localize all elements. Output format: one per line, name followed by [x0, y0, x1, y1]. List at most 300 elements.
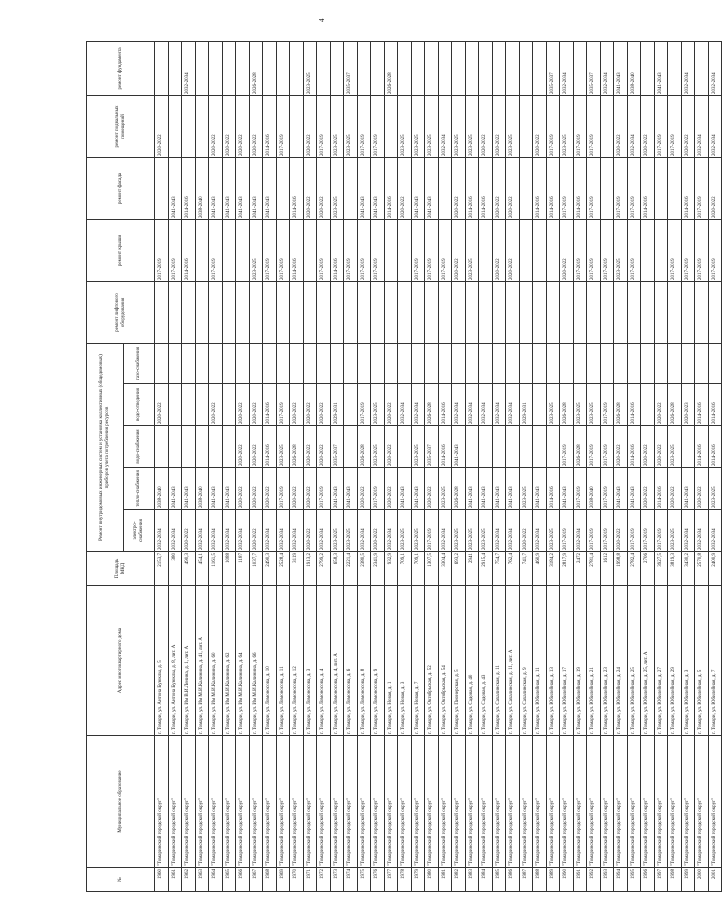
- table-cell: [533, 426, 547, 468]
- table-cell: 2032-2034: [452, 384, 466, 426]
- table-cell: 2020-2022: [249, 95, 263, 157]
- table-cell: [195, 219, 209, 281]
- table-cell: 2017-2019: [209, 219, 223, 281]
- table-cell: 2032-2034: [411, 384, 425, 426]
- header-heat: тепло-снабжения: [124, 468, 155, 510]
- table-cell: [533, 219, 547, 281]
- table-cell: [398, 343, 412, 383]
- table-cell: 2014-2016: [330, 219, 344, 281]
- table-cell: г. Томари, ул. Новая, д. 7: [411, 586, 425, 736]
- header-engineering-systems: Ремонт внутридомовых инженерных систем и установка коллективных (общедомовых) приборов учета потребления ресурсов: [87, 343, 124, 551]
- table-cell: [263, 41, 277, 95]
- table-cell: [330, 41, 344, 95]
- table-cell: [155, 426, 169, 468]
- table-cell: [600, 343, 614, 383]
- table-cell: 2023-2025: [546, 510, 560, 552]
- table-cell: [533, 281, 547, 343]
- table-row: [357, 41, 371, 891]
- table-cell: 2020-2022: [641, 426, 655, 468]
- table-cell: [506, 343, 520, 383]
- table-row: [587, 41, 601, 891]
- table-cell: [668, 157, 682, 219]
- table-cell: 2017-2019: [317, 95, 331, 157]
- table-cell: 2017-2019: [587, 219, 601, 281]
- table-cell: 1980: [425, 868, 439, 892]
- table-cell: 2041-2043: [681, 468, 695, 510]
- table-cell: г. Томари, ул. Юбилейная, д. 3: [681, 586, 695, 736]
- table-cell: 1037,7: [249, 552, 263, 586]
- table-cell: [573, 281, 587, 343]
- table-cell: 2023-2025: [330, 157, 344, 219]
- table-cell: 3819,3: [668, 552, 682, 586]
- table-cell: 2014-2016: [654, 468, 668, 510]
- table-cell: 2041-2043: [533, 468, 547, 510]
- table-cell: 2017-2019: [168, 219, 182, 281]
- table-cell: 2020-2022: [263, 468, 277, 510]
- table-cell: 2041-2043: [236, 157, 250, 219]
- table-cell: 2017-2019: [600, 426, 614, 468]
- table-cell: 2020-2022: [317, 426, 331, 468]
- table-cell: [276, 281, 290, 343]
- table-cell: 2020-2022: [303, 95, 317, 157]
- table-cell: [641, 41, 655, 95]
- table-cell: 2014-2016: [641, 157, 655, 219]
- table-cell: [479, 41, 493, 95]
- table-row: [573, 41, 587, 891]
- table-cell: 2528,4: [276, 552, 290, 586]
- table-cell: 2014-2016: [573, 157, 587, 219]
- table-cell: [492, 426, 506, 468]
- table-cell: 658,3: [330, 552, 344, 586]
- table-cell: г. Томари, ул. Юбилейная, д. 5: [695, 586, 709, 736]
- table-cell: 2020-2022: [452, 157, 466, 219]
- header-address: Адрес многоквартирного дома: [87, 586, 155, 736]
- table-cell: [398, 219, 412, 281]
- table-cell: 2023-2025: [249, 219, 263, 281]
- table-cell: 2032-2034: [290, 510, 304, 552]
- table-cell: г. Томари, ул. Сахалинская, д. 9: [519, 586, 533, 736]
- table-cell: 2014-2016: [290, 157, 304, 219]
- table-cell: 2023-2025: [708, 468, 722, 510]
- table-cell: [195, 41, 209, 95]
- table-row: [708, 41, 722, 891]
- table-cell: 2017-2019: [573, 219, 587, 281]
- table-cell: [546, 426, 560, 468]
- table-cell: [182, 281, 196, 343]
- header-water-supply: водо-снабжения: [124, 426, 155, 468]
- table-cell: [168, 95, 182, 157]
- table-cell: 2020-2022: [236, 468, 250, 510]
- table-cell: 2041-2043: [371, 157, 385, 219]
- table-cell: 2023-2025: [668, 510, 682, 552]
- table-cell: 2032-2034: [560, 41, 574, 95]
- table-cell: [641, 281, 655, 343]
- table-cell: [519, 41, 533, 95]
- table-cell: [479, 343, 493, 383]
- table-cell: [263, 281, 277, 343]
- table-cell: 2017-2019: [317, 219, 331, 281]
- table-cell: [438, 41, 452, 95]
- table-cell: 2014-2016: [533, 157, 547, 219]
- table-cell: [479, 426, 493, 468]
- table-cell: 2020-2022: [668, 468, 682, 510]
- table-cell: [195, 426, 209, 468]
- table-cell: [654, 219, 668, 281]
- table-cell: 2020-2022: [290, 468, 304, 510]
- table-cell: [492, 281, 506, 343]
- table-cell: [681, 343, 695, 383]
- table-cell: 2041-2043: [479, 468, 493, 510]
- table-cell: 2032-2034: [708, 41, 722, 95]
- table-cell: [317, 343, 331, 383]
- table-row: [222, 41, 236, 891]
- table-cell: "Томаринский городской округ": [627, 736, 641, 868]
- table-cell: "Томаринский городской округ": [155, 736, 169, 868]
- table-cell: [222, 384, 236, 426]
- table-cell: 2023-2025: [371, 384, 385, 426]
- table-cell: 1992: [587, 868, 601, 892]
- table-cell: [398, 281, 412, 343]
- table-cell: [560, 281, 574, 343]
- table-cell: 2032-2034: [438, 510, 452, 552]
- table-cell: [168, 281, 182, 343]
- table-cell: [411, 41, 425, 95]
- table-cell: 2017-2019: [654, 510, 668, 552]
- table-cell: [344, 157, 358, 219]
- table-cell: 2017-2019: [668, 219, 682, 281]
- table-cell: 2023-2025: [465, 219, 479, 281]
- header-water-out: водо-отведения: [124, 384, 155, 426]
- table-cell: 2020-2022: [317, 384, 331, 426]
- table-cell: [519, 95, 533, 157]
- header-foundation: ремонт фундамента: [87, 41, 155, 95]
- table-cell: [236, 343, 250, 383]
- table-cell: [587, 281, 601, 343]
- table-cell: г. Томари, ул. Садовая, д. 40: [465, 586, 479, 736]
- table-cell: 2017-2019: [438, 219, 452, 281]
- table-cell: [209, 426, 223, 468]
- table-cell: [668, 41, 682, 95]
- table-cell: [290, 343, 304, 383]
- table-cell: [384, 281, 398, 343]
- table-cell: 2041-2043: [452, 426, 466, 468]
- table-cell: 2017-2019: [627, 510, 641, 552]
- table-row: [155, 41, 169, 891]
- table-cell: [492, 41, 506, 95]
- table-cell: 2020-2022: [492, 219, 506, 281]
- rotated-table-sheet: [86, 42, 717, 892]
- table-cell: "Томаринский городской округ": [573, 736, 587, 868]
- table-cell: [155, 343, 169, 383]
- table-cell: 2341,9: [371, 552, 385, 586]
- table-cell: 2014-2016: [627, 426, 641, 468]
- table-cell: 2020-2022: [317, 157, 331, 219]
- table-cell: [654, 343, 668, 383]
- table-row: [641, 41, 655, 891]
- table-row: [371, 41, 385, 891]
- table-cell: 2020-2022: [708, 157, 722, 219]
- table-cell: [600, 157, 614, 219]
- table-row: [330, 41, 344, 891]
- table-cell: 2023-2025: [668, 426, 682, 468]
- table-row: [614, 41, 628, 891]
- table-cell: 2020-2022: [614, 95, 628, 157]
- table-cell: [222, 219, 236, 281]
- table-cell: г. Томари, ул. Ломоносова, д. 12: [290, 586, 304, 736]
- table-cell: 2023-2025: [573, 384, 587, 426]
- table-cell: 2017-2019: [600, 219, 614, 281]
- table-cell: 2017-2019: [357, 95, 371, 157]
- table-cell: 2915,4: [479, 552, 493, 586]
- table-cell: 2023-2025: [587, 384, 601, 426]
- table-cell: 2032-2034: [506, 510, 520, 552]
- table-cell: 2032-2034: [506, 384, 520, 426]
- table-cell: 2041-2043: [425, 157, 439, 219]
- table-cell: [654, 157, 668, 219]
- table-cell: 2020-2022: [303, 510, 317, 552]
- table-cell: 2017-2019: [276, 219, 290, 281]
- table-cell: 2023-2025: [506, 95, 520, 157]
- table-cell: [411, 343, 425, 383]
- table-cell: 2490,3: [263, 552, 277, 586]
- table-cell: 2017-2019: [681, 219, 695, 281]
- table-cell: [587, 343, 601, 383]
- table-cell: 2032-2034: [708, 510, 722, 552]
- table-cell: г. Томари, ул. Им В.И.Ленина, д. 1, лит. А: [182, 586, 196, 736]
- table-cell: 2017-2019: [317, 468, 331, 510]
- table-cell: [614, 281, 628, 343]
- table-cell: [654, 281, 668, 343]
- table-cell: г. Томари, ул. Им М.И.Калинина, д. 62: [222, 586, 236, 736]
- table-cell: г. Томари, ул. Сахалинская, д. 11, лит. А: [506, 586, 520, 736]
- table-cell: [344, 426, 358, 468]
- table-cell: 2017-2019: [560, 157, 574, 219]
- table-cell: 2017-2019: [573, 95, 587, 157]
- table-cell: "Томаринский городской округ": [236, 736, 250, 868]
- table-cell: 2817,9: [560, 552, 574, 586]
- table-row: [492, 41, 506, 891]
- table-cell: 2041-2043: [168, 468, 182, 510]
- table-cell: 2017-2019: [357, 219, 371, 281]
- header-roof: ремонт крыши: [87, 219, 155, 281]
- table-row: [695, 41, 709, 891]
- table-cell: 2020-2022: [654, 384, 668, 426]
- table-cell: 2017-2019: [708, 219, 722, 281]
- table-cell: 1977: [384, 868, 398, 892]
- table-cell: 2014-2016: [695, 384, 709, 426]
- table-cell: [263, 343, 277, 383]
- table-cell: [222, 343, 236, 383]
- table-cell: 2020-2022: [384, 426, 398, 468]
- table-cell: 2041-2043: [654, 41, 668, 95]
- table-row: [425, 41, 439, 891]
- table-cell: [627, 281, 641, 343]
- table-cell: 2020-2022: [641, 95, 655, 157]
- table-cell: [533, 41, 547, 95]
- table-cell: 2023-2025: [452, 510, 466, 552]
- table-cell: г. Томари, ул. Юбилейная, д. 13: [546, 586, 560, 736]
- table-cell: 2032-2034: [695, 510, 709, 552]
- table-cell: [182, 384, 196, 426]
- table-cell: 2023-2025: [614, 219, 628, 281]
- table-cell: [695, 41, 709, 95]
- table-cell: "Томаринский городской округ": [654, 736, 668, 868]
- table-cell: [546, 343, 560, 383]
- table-cell: [222, 281, 236, 343]
- table-cell: [317, 41, 331, 95]
- table-cell: 2020-2022: [384, 468, 398, 510]
- table-cell: "Томаринский городской округ": [357, 736, 371, 868]
- table-cell: 3184,2: [546, 552, 560, 586]
- table-cell: [357, 41, 371, 95]
- table-cell: г. Томари, ул. Октябрьская, д. 54: [438, 586, 452, 736]
- table-cell: 2014-2016: [263, 384, 277, 426]
- table-cell: "Томаринский городской округ": [465, 736, 479, 868]
- table-cell: г. Томари, ул. Новая, д. 3: [398, 586, 412, 736]
- table-cell: 2014-2016: [681, 157, 695, 219]
- header-num: №: [87, 868, 155, 892]
- table-cell: 2017-2019: [371, 95, 385, 157]
- table-cell: 2023-2025: [276, 426, 290, 468]
- table-cell: [209, 343, 223, 383]
- table-cell: 1989: [546, 868, 560, 892]
- table-cell: г. Томари, ул. Юбилейная, д. 17: [560, 586, 574, 736]
- table-cell: 741,7: [519, 552, 533, 586]
- table-cell: [195, 95, 209, 157]
- table-cell: [438, 157, 452, 219]
- table-cell: 2017-2019: [371, 219, 385, 281]
- table-cell: 2014-2016: [546, 468, 560, 510]
- table-cell: "Томаринский городской округ": [425, 736, 439, 868]
- table-cell: 2020-2022: [654, 426, 668, 468]
- table-cell: [249, 281, 263, 343]
- table-cell: 2020-2022: [303, 468, 317, 510]
- table-cell: [209, 41, 223, 95]
- table-cell: [519, 219, 533, 281]
- table-cell: 2020-2022: [155, 95, 169, 157]
- table-cell: 1998,8: [614, 552, 628, 586]
- table-cell: 1971: [303, 868, 317, 892]
- table-cell: 2023-2025: [344, 95, 358, 157]
- table-cell: "Томаринский городской округ": [398, 736, 412, 868]
- table-cell: 2038-2040: [627, 41, 641, 95]
- table-cell: [519, 281, 533, 343]
- table-row: [465, 41, 479, 891]
- table-cell: 2026-2028: [614, 384, 628, 426]
- table-cell: 2023-2025: [371, 426, 385, 468]
- table-cell: 2041-2043: [627, 468, 641, 510]
- table-cell: 2020-2022: [222, 95, 236, 157]
- table-cell: г. Томари, ул. Новая, д. 1: [384, 586, 398, 736]
- table-cell: 2032-2034: [317, 510, 331, 552]
- table-cell: "Томаринский городской округ": [411, 736, 425, 868]
- table-cell: "Томаринский городской округ": [533, 736, 547, 868]
- table-cell: [330, 281, 344, 343]
- table-cell: 2026-2028: [668, 384, 682, 426]
- table-cell: 1968: [263, 868, 277, 892]
- table-cell: "Томаринский городской округ": [641, 736, 655, 868]
- table-cell: 1913,2: [303, 552, 317, 586]
- table-cell: 2032-2034: [222, 510, 236, 552]
- table-cell: 2032-2034: [533, 510, 547, 552]
- table-cell: 2023-2025: [425, 95, 439, 157]
- table-cell: г. Томари, ул. Сахалинская, д. 11: [492, 586, 506, 736]
- table-cell: 2032-2034: [681, 41, 695, 95]
- table-cell: 2023-2025: [411, 95, 425, 157]
- table-cell: 2041-2043: [330, 468, 344, 510]
- header-gas: газо-снабжения: [124, 343, 155, 383]
- table-cell: [168, 384, 182, 426]
- table-row: [398, 41, 412, 891]
- table-cell: 1978: [398, 868, 412, 892]
- table-cell: 2017-2019: [600, 510, 614, 552]
- table-cell: 2041-2043: [209, 468, 223, 510]
- table-cell: 2038-2040: [195, 157, 209, 219]
- table-cell: 2020-2022: [249, 468, 263, 510]
- table-cell: [303, 281, 317, 343]
- table-cell: 2032-2034: [492, 384, 506, 426]
- table-cell: [668, 281, 682, 343]
- table-cell: "Томаринский городской округ": [182, 736, 196, 868]
- table-cell: [627, 343, 641, 383]
- table-cell: 2020-2022: [236, 95, 250, 157]
- table-cell: [519, 343, 533, 383]
- table-cell: 2020-2022: [182, 510, 196, 552]
- table-cell: [371, 281, 385, 343]
- table-cell: 2032-2034: [465, 384, 479, 426]
- table-cell: 2032-2034: [276, 510, 290, 552]
- table-cell: 709,1: [398, 552, 412, 586]
- table-cell: [182, 95, 196, 157]
- table-cell: [290, 281, 304, 343]
- table-cell: 2023-2025: [398, 510, 412, 552]
- table-cell: [573, 41, 587, 95]
- table-cell: [438, 281, 452, 343]
- table-cell: "Томаринский городской округ": [263, 736, 277, 868]
- table-cell: 2026-2028: [357, 426, 371, 468]
- table-cell: [168, 343, 182, 383]
- table-cell: 2017-2019: [546, 95, 560, 157]
- table-row: [317, 41, 331, 891]
- table-cell: 2032-2034: [155, 510, 169, 552]
- table-cell: 2014-2016: [438, 426, 452, 468]
- table-cell: 3304,4: [438, 552, 452, 586]
- table-cell: г. Томари, ул. Юбилейная, д. 21: [587, 586, 601, 736]
- table-cell: 454,1: [195, 552, 209, 586]
- table-cell: [641, 343, 655, 383]
- table-cell: 2041-2043: [398, 468, 412, 510]
- table-cell: 2032-2034: [708, 95, 722, 157]
- table-cell: 2038-2040: [587, 468, 601, 510]
- table-cell: 2041-2043: [411, 468, 425, 510]
- table-cell: [222, 41, 236, 95]
- table-cell: "Томаринский городской округ": [452, 736, 466, 868]
- table-cell: г. Томари, ул. Ломоносова, д. 11: [276, 586, 290, 736]
- table-cell: 2026-2028: [425, 384, 439, 426]
- table-cell: 2017-2019: [587, 426, 601, 468]
- table-cell: [681, 426, 695, 468]
- table-cell: "Томаринский городской округ": [681, 736, 695, 868]
- table-cell: 2017-2019: [276, 468, 290, 510]
- table-cell: 1990: [560, 868, 574, 892]
- table-row: [560, 41, 574, 891]
- table-cell: 2032-2034: [438, 95, 452, 157]
- table-cell: [209, 281, 223, 343]
- table-cell: 2020-2022: [614, 426, 628, 468]
- table-cell: 2799,2: [317, 552, 331, 586]
- table-cell: [303, 219, 317, 281]
- table-cell: [614, 343, 628, 383]
